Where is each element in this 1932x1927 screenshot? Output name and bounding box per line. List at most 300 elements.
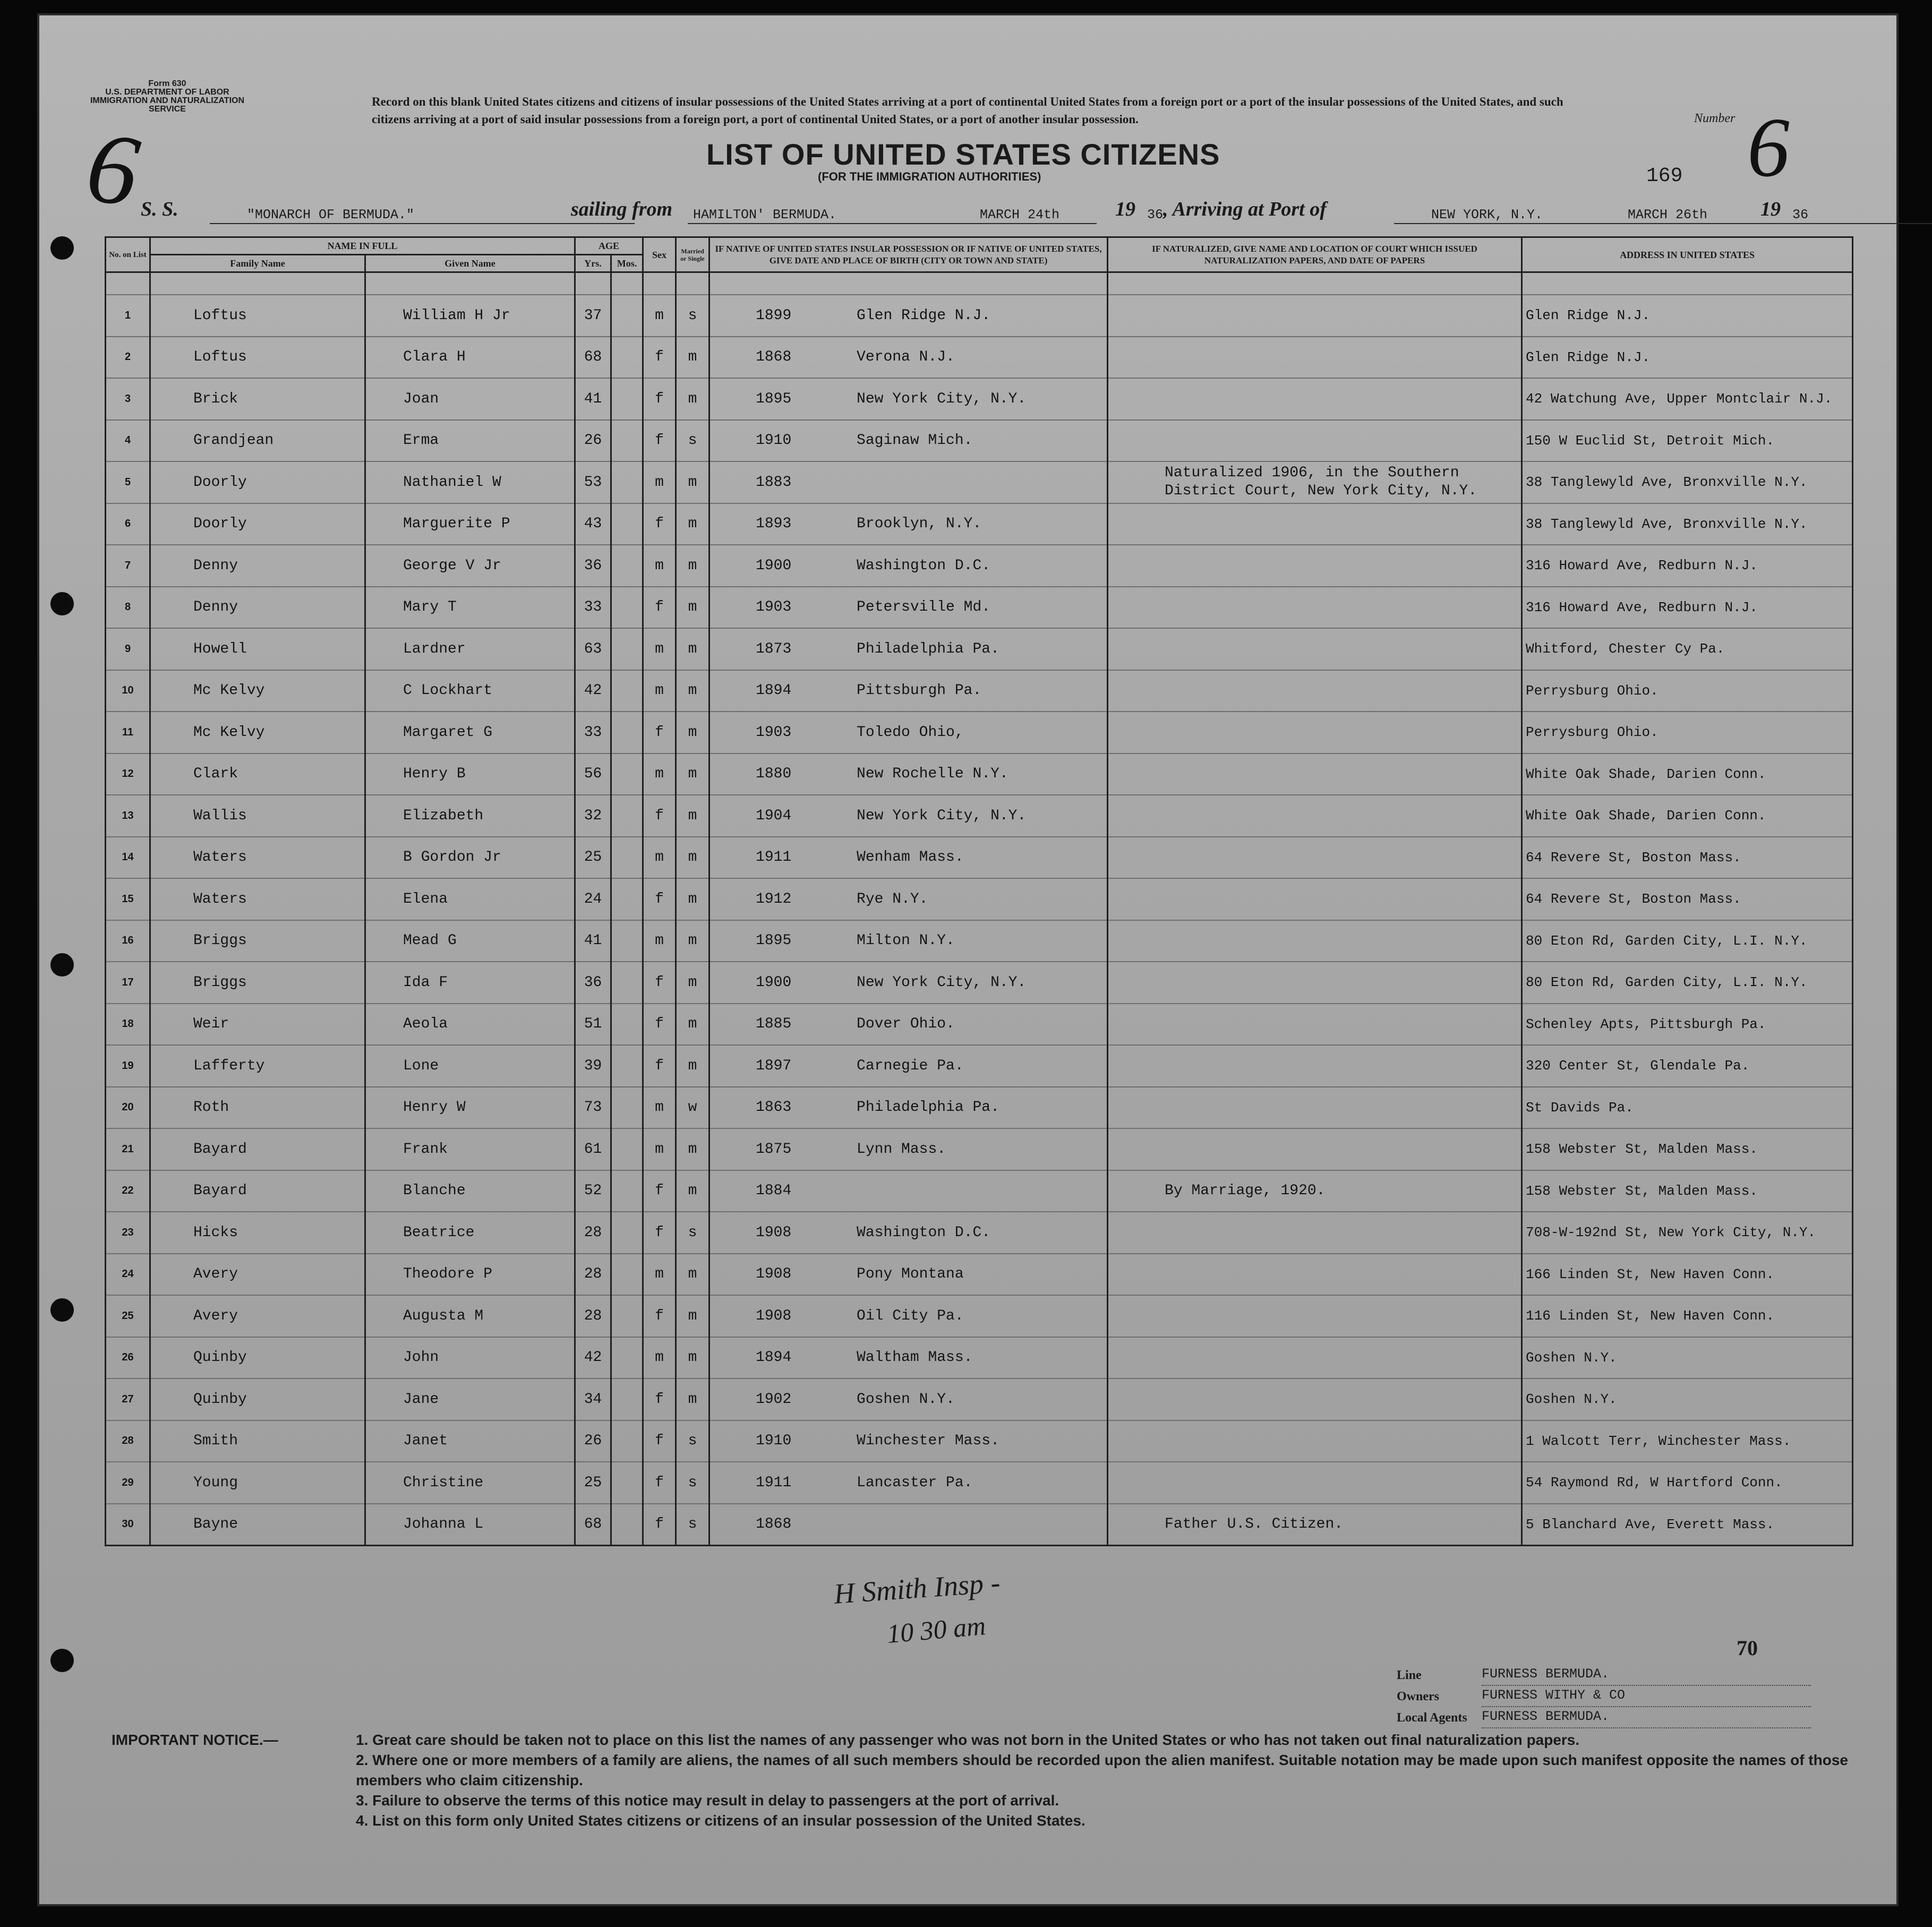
family-name: Waters xyxy=(150,837,365,879)
age-years: 73 xyxy=(575,1087,611,1129)
sex: f xyxy=(643,587,676,629)
marital-status: m xyxy=(676,1378,709,1420)
row-number: 18 xyxy=(106,1004,150,1046)
row-number: 29 xyxy=(106,1462,150,1504)
birth-place: New York City, N.Y. xyxy=(857,807,1027,824)
marital-status: m xyxy=(676,962,709,1004)
birth-place: New York City, N.Y. xyxy=(857,974,1027,991)
age-years: 41 xyxy=(575,920,611,962)
family-name: Smith xyxy=(150,1420,365,1462)
birth-info xyxy=(709,712,1108,753)
passenger-row xyxy=(106,1212,1853,1254)
family-name: Bayard xyxy=(150,1170,365,1212)
naturalization-info xyxy=(1108,1337,1522,1379)
birth-year: 1899 xyxy=(756,307,792,324)
age-years: 56 xyxy=(575,753,611,795)
age-months xyxy=(611,962,643,1004)
passenger-row xyxy=(106,1254,1853,1296)
passenger-row xyxy=(106,1128,1853,1170)
given-name: Henry W xyxy=(365,1087,575,1129)
col-header-birth: IF NATIVE OF UNITED STATES INSULAR POSSESSION OR IF NATIVE OF UNITED STATES, GIVE DATE AND PLACE OF BIRTH (CITY OR TOWN AND STATE) xyxy=(709,237,1108,272)
birth-year: 1911 xyxy=(756,849,792,866)
marital-status: s xyxy=(676,1504,709,1546)
us-address: Whitford, Chester Cy Pa. xyxy=(1522,628,1853,670)
us-address: 80 Eton Rd, Garden City, L.I. N.Y. xyxy=(1522,962,1853,1004)
age-months xyxy=(611,1295,643,1337)
given-name: Nathaniel W xyxy=(365,461,575,503)
line-info xyxy=(1397,1665,1626,1728)
family-name: Quinby xyxy=(150,1378,365,1420)
passenger-row xyxy=(106,1170,1853,1212)
passenger-row xyxy=(106,878,1853,920)
naturalization-info xyxy=(1108,1295,1522,1337)
handwritten-list-number: 6 xyxy=(1747,100,1790,194)
margin-handwritten-number: 6 xyxy=(80,110,146,228)
family-name: Hicks xyxy=(150,1212,365,1254)
given-name: Henry B xyxy=(365,753,575,795)
age-months xyxy=(611,1378,643,1420)
sex: m xyxy=(643,1087,676,1129)
birth-place: Verona N.J. xyxy=(857,349,955,366)
birth-info xyxy=(709,1004,1108,1046)
given-name: B Gordon Jr xyxy=(365,837,575,879)
birth-place: Saginaw Mich. xyxy=(857,432,973,449)
age-years: 28 xyxy=(575,1212,611,1254)
family-name: Wallis xyxy=(150,795,365,837)
punch-hole xyxy=(50,1298,74,1322)
page-subtitle: (FOR THE IMMIGRATION AUTHORITIES) xyxy=(818,170,1041,183)
age-years: 36 xyxy=(575,545,611,587)
sex: f xyxy=(643,337,676,379)
us-address: 158 Webster St, Malden Mass. xyxy=(1522,1128,1853,1170)
family-name: Mc Kelvy xyxy=(150,712,365,753)
row-number: 8 xyxy=(106,587,150,629)
sex: m xyxy=(643,295,676,337)
naturalization-info xyxy=(1108,587,1522,629)
marital-status: m xyxy=(676,1128,709,1170)
age-years: 68 xyxy=(575,337,611,379)
given-name: Margaret G xyxy=(365,712,575,753)
age-years: 61 xyxy=(575,1128,611,1170)
marital-status: m xyxy=(676,378,709,420)
us-address: 54 Raymond Rd, W Hartford Conn. xyxy=(1522,1462,1853,1504)
marital-status: w xyxy=(676,1087,709,1129)
given-name: Clara H xyxy=(365,337,575,379)
age-years: 33 xyxy=(575,587,611,629)
age-years: 41 xyxy=(575,378,611,420)
form-identifier xyxy=(82,80,252,114)
row-number: 11 xyxy=(106,712,150,753)
notice-item: 2. Where one or more members of a family are aliens, the names of all such members should be recorded upon the alien manifest. Suitable notation may be made upon such manifest opposite the names of those members who claim citizenship. xyxy=(356,1752,1848,1788)
marital-status: m xyxy=(676,712,709,753)
age-years: 32 xyxy=(575,795,611,837)
family-name: Bayne xyxy=(150,1504,365,1546)
naturalization-info xyxy=(1108,712,1522,753)
birth-place: Washington D.C. xyxy=(857,1224,991,1241)
birth-year: 1903 xyxy=(756,724,792,741)
naturalization-info xyxy=(1108,503,1522,545)
row-number: 12 xyxy=(106,753,150,795)
birth-info xyxy=(709,378,1108,420)
row-number: 23 xyxy=(106,1212,150,1254)
row-number: 5 xyxy=(106,461,150,503)
age-years: 42 xyxy=(575,670,611,712)
naturalization-info xyxy=(1108,670,1522,712)
marital-status: m xyxy=(676,337,709,379)
marital-status: s xyxy=(676,420,709,462)
marital-status: m xyxy=(676,1295,709,1337)
sex: m xyxy=(643,545,676,587)
passenger-row xyxy=(106,1045,1853,1087)
family-name: Avery xyxy=(150,1254,365,1296)
notice-item: 4. List on this form only United States citizens or citizens of an insular possession of the United States. xyxy=(356,1812,1085,1829)
us-address: 150 W Euclid St, Detroit Mich. xyxy=(1522,420,1853,462)
age-months xyxy=(611,1170,643,1212)
sailing-label: sailing from xyxy=(571,198,673,220)
marital-status: m xyxy=(676,545,709,587)
marital-status: s xyxy=(676,295,709,337)
passenger-row xyxy=(106,1504,1853,1546)
given-name: Marguerite P xyxy=(365,503,575,545)
owners-value: FURNESS WITHY & CO xyxy=(1482,1685,1811,1707)
arrival-year-prefix: 19 xyxy=(1760,198,1781,220)
inspector-signature: H Smith Insp - xyxy=(833,1566,1002,1610)
us-address: 708-W-192nd St, New York City, N.Y. xyxy=(1522,1212,1853,1254)
us-address: 116 Linden St, New Haven Conn. xyxy=(1522,1295,1853,1337)
sex: f xyxy=(643,378,676,420)
birth-place: New Rochelle N.Y. xyxy=(857,766,1008,783)
sex: f xyxy=(643,1045,676,1087)
family-name: Briggs xyxy=(150,962,365,1004)
punch-hole xyxy=(50,953,74,977)
naturalization-info xyxy=(1108,545,1522,587)
line-value: FURNESS BERMUDA. xyxy=(1482,1664,1811,1686)
birth-year: 1868 xyxy=(756,1516,792,1533)
age-years: 37 xyxy=(575,295,611,337)
row-number: 24 xyxy=(106,1254,150,1296)
birth-year: 1910 xyxy=(756,1433,792,1450)
col-header-no: No. on List xyxy=(106,237,150,272)
age-months xyxy=(611,753,643,795)
sex: m xyxy=(643,753,676,795)
birth-info xyxy=(709,1295,1108,1337)
us-address: 316 Howard Ave, Redburn N.J. xyxy=(1522,545,1853,587)
us-address: 320 Center St, Glendale Pa. xyxy=(1522,1045,1853,1087)
us-address: 316 Howard Ave, Redburn N.J. xyxy=(1522,587,1853,629)
given-name: Aeola xyxy=(365,1004,575,1046)
age-months xyxy=(611,1128,643,1170)
birth-year: 1894 xyxy=(756,1349,792,1366)
passenger-row xyxy=(106,1004,1853,1046)
given-name: Blanche xyxy=(365,1170,575,1212)
birth-info xyxy=(709,962,1108,1004)
sex: m xyxy=(643,670,676,712)
passenger-row xyxy=(106,1420,1853,1462)
passenger-row xyxy=(106,503,1853,545)
row-number: 30 xyxy=(106,1504,150,1546)
marital-status: m xyxy=(676,920,709,962)
notice-label: IMPORTANT NOTICE.— xyxy=(112,1732,278,1748)
us-address: 38 Tanglewyld Ave, Bronxville N.Y. xyxy=(1522,461,1853,503)
row-number: 25 xyxy=(106,1295,150,1337)
marital-status: m xyxy=(676,753,709,795)
us-address: Schenley Apts, Pittsburgh Pa. xyxy=(1522,1004,1853,1046)
birth-place: Pittsburgh Pa. xyxy=(857,682,982,699)
row-number: 7 xyxy=(106,545,150,587)
us-address: Perrysburg Ohio. xyxy=(1522,712,1853,753)
sex: f xyxy=(643,1212,676,1254)
birth-info xyxy=(709,587,1108,629)
age-years: 25 xyxy=(575,1462,611,1504)
age-years: 42 xyxy=(575,1337,611,1379)
marital-status: m xyxy=(676,1337,709,1379)
birth-info xyxy=(709,1128,1108,1170)
birth-year: 1873 xyxy=(756,640,792,657)
us-address: 158 Webster St, Malden Mass. xyxy=(1522,1170,1853,1212)
punch-hole xyxy=(50,236,74,260)
col-header-married: Married or Single xyxy=(676,237,709,272)
given-name: Joan xyxy=(365,378,575,420)
passenger-row xyxy=(106,712,1853,753)
passenger-row xyxy=(106,795,1853,837)
birth-info xyxy=(709,670,1108,712)
age-months xyxy=(611,628,643,670)
age-months xyxy=(611,503,643,545)
birth-info xyxy=(709,1254,1108,1296)
col-header-mos: Mos. xyxy=(611,255,643,272)
naturalization-info xyxy=(1108,1170,1522,1212)
form-number: Form 630 xyxy=(148,79,186,88)
age-months xyxy=(611,461,643,503)
age-years: 52 xyxy=(575,1170,611,1212)
birth-info xyxy=(709,545,1108,587)
inspection-time: 10 30 am xyxy=(885,1610,987,1649)
birth-year: 1875 xyxy=(756,1141,792,1158)
age-years: 28 xyxy=(575,1295,611,1337)
marital-status: m xyxy=(676,670,709,712)
age-months xyxy=(611,295,643,337)
birth-place: Winchester Mass. xyxy=(857,1433,999,1450)
naturalization-info xyxy=(1108,1254,1522,1296)
birth-info xyxy=(709,337,1108,379)
given-name: Lardner xyxy=(365,628,575,670)
age-years: 39 xyxy=(575,1045,611,1087)
family-name: Avery xyxy=(150,1295,365,1337)
given-name: Mary T xyxy=(365,587,575,629)
birth-year: 1903 xyxy=(756,599,792,616)
row-number: 26 xyxy=(106,1337,150,1379)
birth-year: 1894 xyxy=(756,682,792,699)
family-name: Quinby xyxy=(150,1337,365,1379)
passenger-row xyxy=(106,1295,1853,1337)
passenger-row xyxy=(106,628,1853,670)
given-name: John xyxy=(365,1337,575,1379)
sex: f xyxy=(643,712,676,753)
age-years: 53 xyxy=(575,461,611,503)
given-name: Elena xyxy=(365,878,575,920)
passenger-count: 70 xyxy=(1737,1636,1758,1660)
us-address: 80 Eton Rd, Garden City, L.I. N.Y. xyxy=(1522,920,1853,962)
punch-hole xyxy=(50,1649,74,1672)
col-header-given: Given Name xyxy=(365,255,575,272)
given-name: Theodore P xyxy=(365,1254,575,1296)
age-years: 51 xyxy=(575,1004,611,1046)
sex: f xyxy=(643,795,676,837)
row-number: 16 xyxy=(106,920,150,962)
sex: m xyxy=(643,837,676,879)
us-address: Goshen N.Y. xyxy=(1522,1378,1853,1420)
marital-status: s xyxy=(676,1462,709,1504)
col-header-naturalized: IF NATURALIZED, GIVE NAME AND LOCATION OF COURT WHICH ISSUED NATURALIZATION PAPERS, AND DATE OF PAPERS xyxy=(1108,237,1522,272)
col-header-name: NAME IN FULL xyxy=(150,237,575,255)
passenger-row xyxy=(106,295,1853,337)
birth-year: 1912 xyxy=(756,890,792,907)
birth-info xyxy=(709,420,1108,462)
marital-status: m xyxy=(676,1254,709,1296)
age-months xyxy=(611,1420,643,1462)
row-number: 1 xyxy=(106,295,150,337)
age-months xyxy=(611,420,643,462)
col-header-yrs: Yrs. xyxy=(575,255,611,272)
age-months xyxy=(611,795,643,837)
marital-status: m xyxy=(676,461,709,503)
birth-place: Rye N.Y. xyxy=(857,890,928,907)
naturalization-info xyxy=(1108,1212,1522,1254)
given-name: Augusta M xyxy=(365,1295,575,1337)
family-name: Denny xyxy=(150,545,365,587)
age-years: 26 xyxy=(575,420,611,462)
marital-status: m xyxy=(676,1045,709,1087)
given-name: Christine xyxy=(365,1462,575,1504)
us-address: Goshen N.Y. xyxy=(1522,1337,1853,1379)
page-stamp: 169 xyxy=(1646,165,1683,187)
birth-info xyxy=(709,1378,1108,1420)
birth-info xyxy=(709,1420,1108,1462)
birth-year: 1863 xyxy=(756,1099,792,1116)
notice-item: 1. Great care should be taken not to place on this list the names of any passenger who was not born in the United States or who has not taken out final naturalization papers. xyxy=(356,1732,1580,1748)
us-address: St Davids Pa. xyxy=(1522,1087,1853,1129)
row-number: 13 xyxy=(106,795,150,837)
naturalization-info xyxy=(1108,337,1522,379)
birth-year: 1895 xyxy=(756,390,792,407)
age-years: 26 xyxy=(575,1420,611,1462)
form-instructions: Record on this blank United States citizens and citizens of insular possessions of the United States arriving at a port of continental United States from a foreign port or a port of the insular possessions of the United States, and such citizens arriving at a port of said insular possessions from a foreign port, a port of continental United States, or a port of another insular possession. xyxy=(372,95,1563,126)
marital-status: m xyxy=(676,587,709,629)
birth-place: Washington D.C. xyxy=(857,557,991,574)
birth-info xyxy=(709,295,1108,337)
row-number: 15 xyxy=(106,878,150,920)
birth-year: 1910 xyxy=(756,432,792,449)
birth-year: 1900 xyxy=(756,974,792,991)
owners-label: Owners xyxy=(1397,1690,1439,1703)
row-number: 3 xyxy=(106,378,150,420)
us-address: White Oak Shade, Darien Conn. xyxy=(1522,795,1853,837)
birth-year: 1908 xyxy=(756,1266,792,1283)
birth-year: 1880 xyxy=(756,766,792,783)
age-months xyxy=(611,587,643,629)
ship-name: "MONARCH OF BERMUDA." xyxy=(247,207,415,222)
us-address: 42 Watchung Ave, Upper Montclair N.J. xyxy=(1522,378,1853,420)
family-name: Howell xyxy=(150,628,365,670)
sex: m xyxy=(643,461,676,503)
ss-label: S. S. xyxy=(141,198,178,220)
us-address: White Oak Shade, Darien Conn. xyxy=(1522,753,1853,795)
birth-place: Brooklyn, N.Y. xyxy=(857,516,982,533)
birth-place: Carnegie Pa. xyxy=(857,1057,964,1074)
age-years: 36 xyxy=(575,962,611,1004)
naturalization-info xyxy=(1108,378,1522,420)
given-name: Janet xyxy=(365,1420,575,1462)
age-years: 34 xyxy=(575,1378,611,1420)
naturalization-info xyxy=(1108,1504,1522,1546)
birth-info xyxy=(709,1504,1108,1546)
us-address: 38 Tanglewyld Ave, Bronxville N.Y. xyxy=(1522,503,1853,545)
family-name: Doorly xyxy=(150,503,365,545)
row-number: 20 xyxy=(106,1087,150,1129)
us-address: 166 Linden St, New Haven Conn. xyxy=(1522,1254,1853,1296)
passenger-row xyxy=(106,337,1853,379)
birth-place: Goshen N.Y. xyxy=(857,1391,955,1408)
age-months xyxy=(611,1212,643,1254)
marital-status: s xyxy=(676,1420,709,1462)
passenger-row xyxy=(106,1378,1853,1420)
naturalization-text: Father U.S. Citizen. xyxy=(1165,1515,1344,1532)
age-months xyxy=(611,1504,643,1546)
naturalization-info xyxy=(1108,295,1522,337)
naturalization-info xyxy=(1108,1462,1522,1504)
given-name: Elizabeth xyxy=(365,795,575,837)
age-months xyxy=(611,670,643,712)
age-years: 33 xyxy=(575,712,611,753)
family-name: Loftus xyxy=(150,337,365,379)
sex: f xyxy=(643,503,676,545)
row-number: 19 xyxy=(106,1045,150,1087)
birth-place: Philadelphia Pa. xyxy=(857,640,999,657)
us-address: 1 Walcott Terr, Winchester Mass. xyxy=(1522,1420,1853,1462)
us-address: 64 Revere St, Boston Mass. xyxy=(1522,837,1853,879)
naturalization-info xyxy=(1108,628,1522,670)
line-label: Line xyxy=(1397,1668,1422,1682)
marital-status: m xyxy=(676,628,709,670)
birth-year: 1900 xyxy=(756,557,792,574)
marital-status: m xyxy=(676,1170,709,1212)
passenger-row xyxy=(106,587,1853,629)
sex: f xyxy=(643,962,676,1004)
sex: f xyxy=(643,1420,676,1462)
age-months xyxy=(611,545,643,587)
departure-port: HAMILTON' BERMUDA. xyxy=(693,207,837,222)
given-name: Johanna L xyxy=(365,1504,575,1546)
us-address: Perrysburg Ohio. xyxy=(1522,670,1853,712)
given-name: Frank xyxy=(365,1128,575,1170)
naturalization-info xyxy=(1108,878,1522,920)
passenger-row xyxy=(106,545,1853,587)
row-number: 27 xyxy=(106,1378,150,1420)
family-name: Young xyxy=(150,1462,365,1504)
birth-place: Lancaster Pa. xyxy=(857,1474,973,1491)
naturalization-info xyxy=(1108,1087,1522,1129)
passenger-row xyxy=(106,837,1853,879)
departure-year: 36 xyxy=(1147,207,1164,222)
age-months xyxy=(611,712,643,753)
family-name: Bayard xyxy=(150,1128,365,1170)
given-name: Lone xyxy=(365,1045,575,1087)
family-name: Mc Kelvy xyxy=(150,670,365,712)
birth-place: Pony Montana xyxy=(857,1266,964,1283)
sex: f xyxy=(643,1462,676,1504)
birth-year: 1902 xyxy=(756,1391,792,1408)
naturalization-info xyxy=(1108,1128,1522,1170)
